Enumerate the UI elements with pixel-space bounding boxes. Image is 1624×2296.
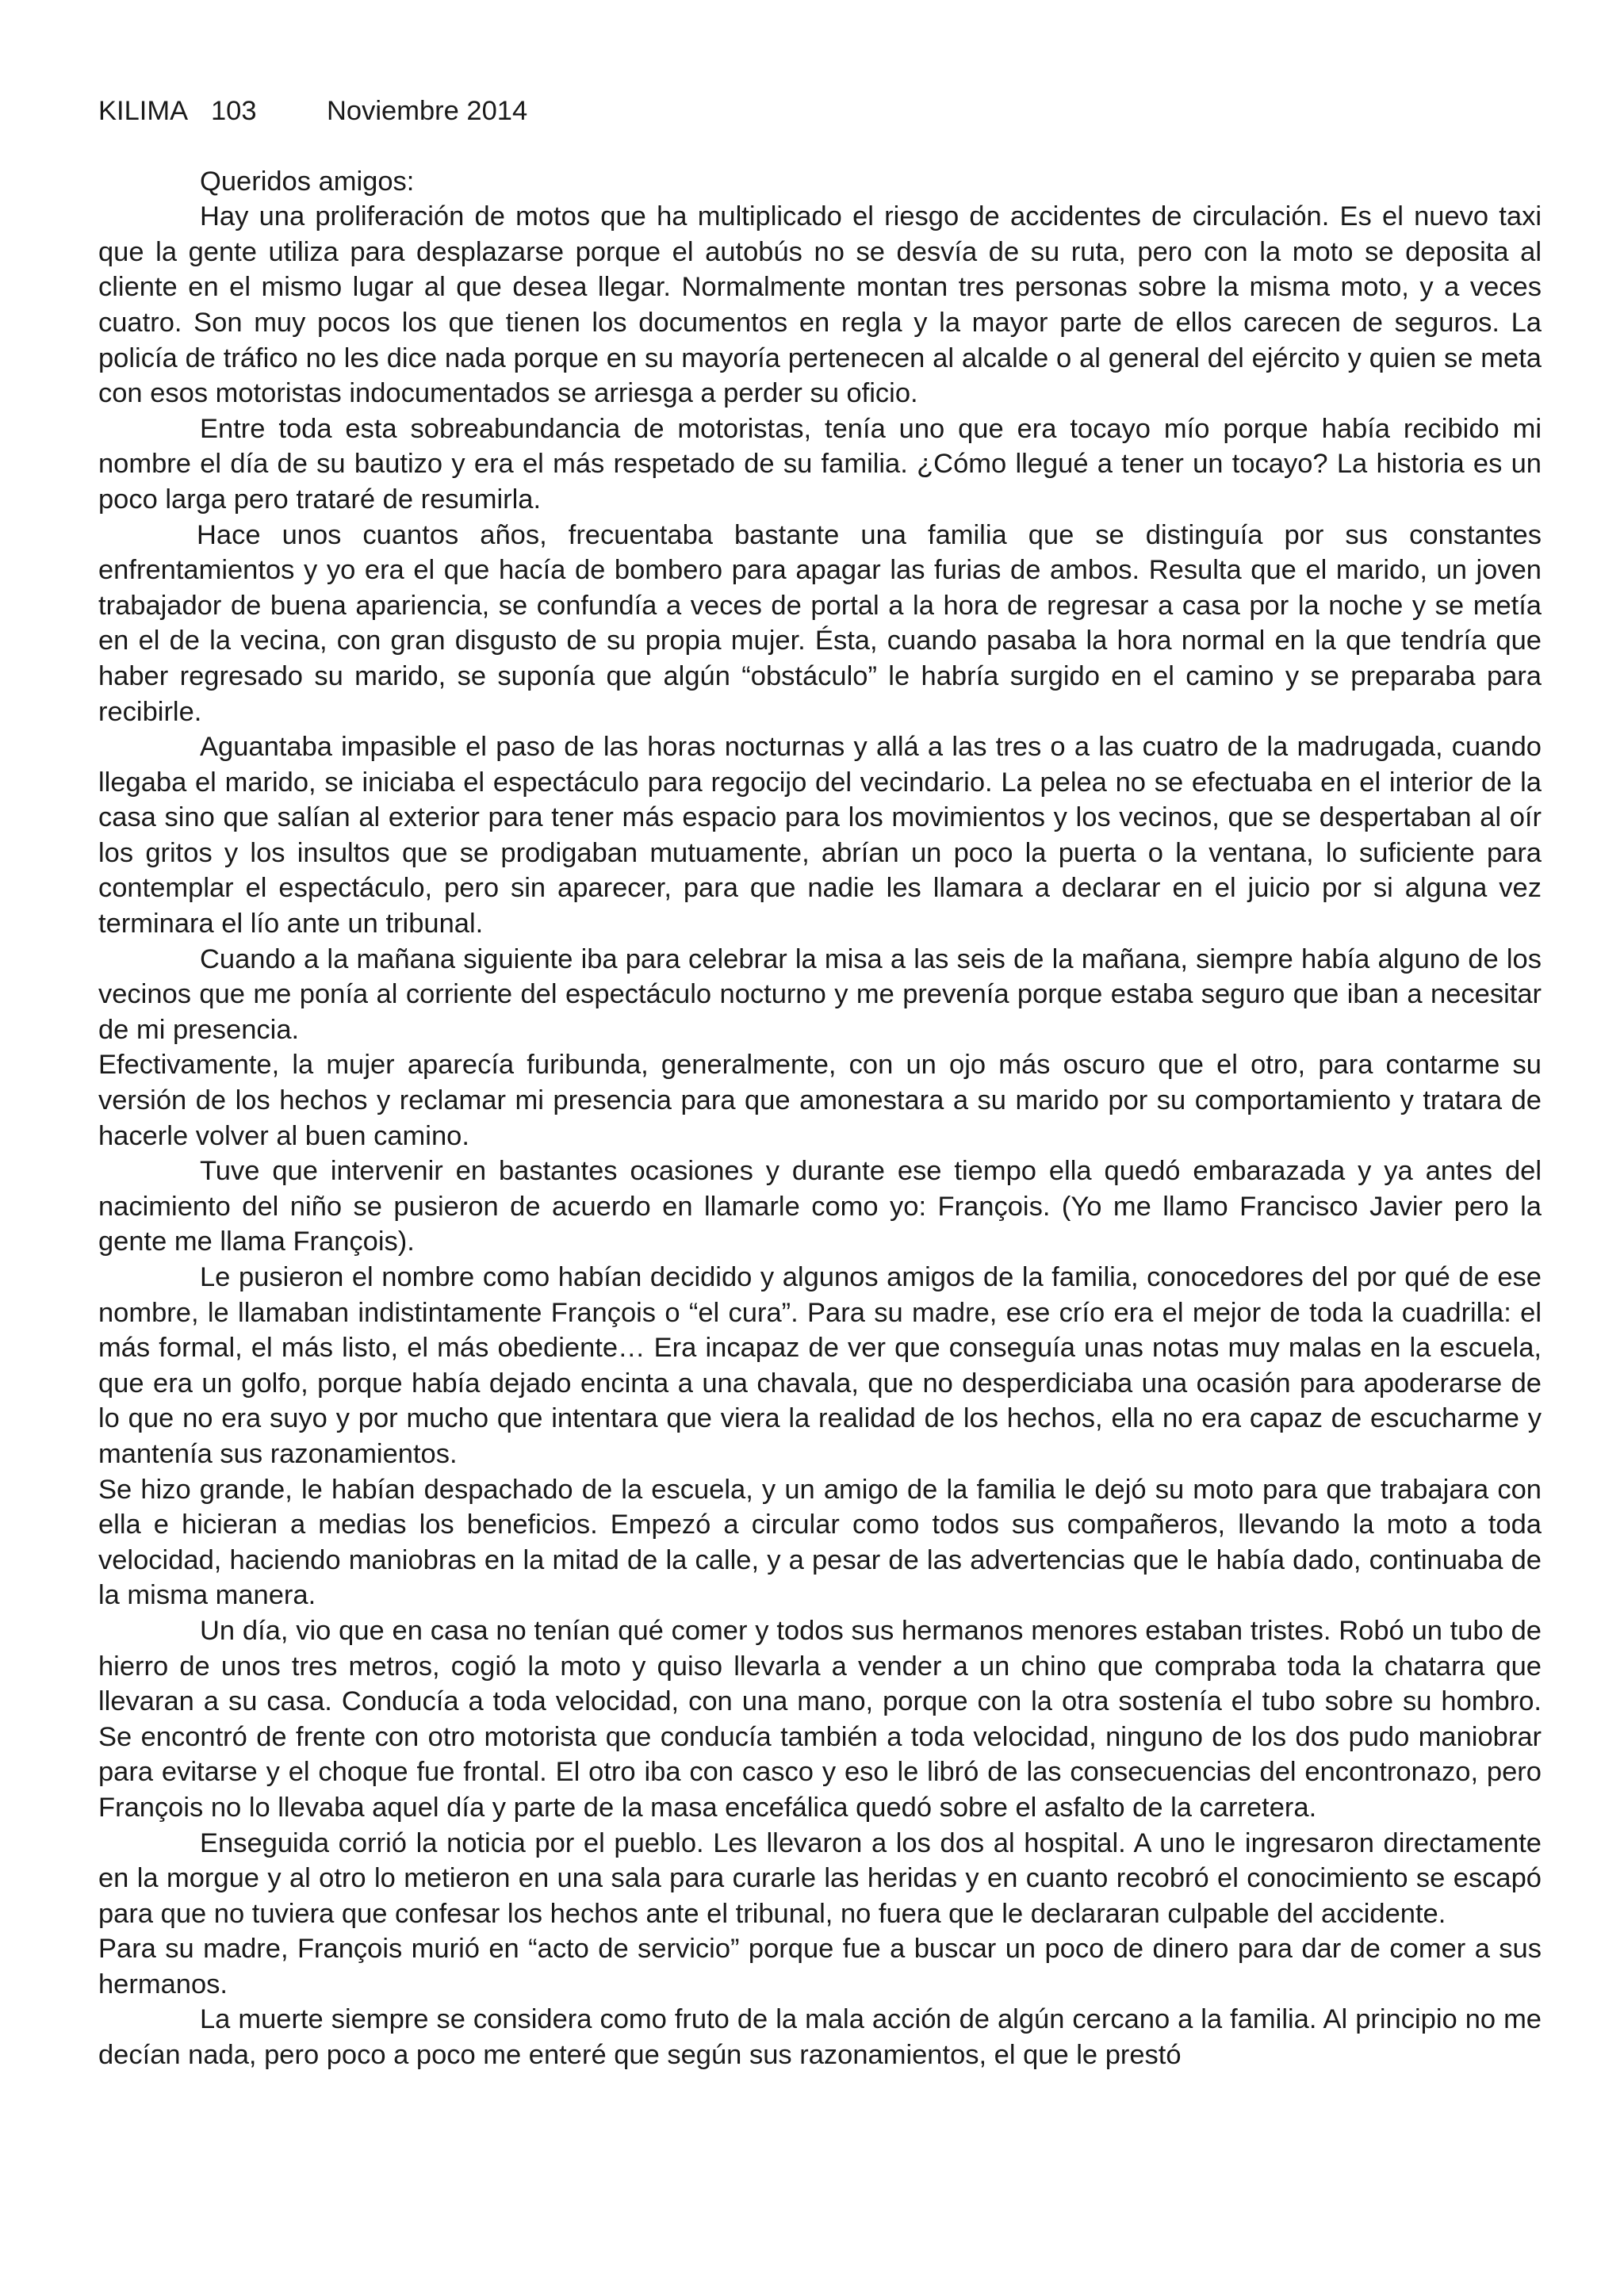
header-line [98,94,1542,129]
paragraph: Hay una proliferación de motos que ha multiplicado el riesgo de accidentes de circulación. Es el nuevo taxi que la gente utiliza para desplazarse porque el autobús no se desvía de su ruta, pero con la moto se deposita al cliente en el mismo lugar al que desea llegar. Normalmente montan tres personas sobre la misma moto, y a veces cuatro. Son muy pocos los que tienen los documentos en regla y la mayor parte de ellos carecen de seguros. La policía de tráfico no les dice nada porque en su mayoría pertenecen al alcalde o al general del ejército y quien se meta con esos motoristas indocumentados se arriesga a perder su oficio. [98,201,1542,409]
paragraph: Se hizo grande, le habían despachado de la escuela, y un amigo de la familia le dejó su moto para que trabajara con ella e hicieran a medias los beneficios. Empezó a circular como todos sus compañeros, llevando la moto a toda velocidad, haciendo maniobras en la mitad de la calle, y a pesar de las advertencias que le había dado, continuaba de la misma manera. [98,1474,1542,1611]
greeting: Queridos amigos: [200,166,415,197]
paragraph: Cuando a la mañana siguiente iba para celebrar la misa a las seis de la mañana, siempre había alguno de los vecinos que me ponía al corriente del espectáculo nocturno y me prevenía porque estaba seguro que iban a necesitar de mi presencia. [98,943,1542,1045]
letter-page [98,94,1542,2073]
issue-date: Noviembre 2014 [327,96,528,126]
paragraph: Un día, vio que en casa no tenían qué comer y todos sus hermanos menores estaban tristes. Robó un tubo de hierro de unos tres metros, cogió la moto y quiso llevarla a vender a un chino que compraba toda la chatarra que llevaran a su casa. Conducía a toda velocidad, con una mano, porque con la otra sostenía el tubo sobre su hombro. Se encontró de frente con otro motorista que conducía también a toda velocidad, ninguno de los dos pudo maniobrar para evitarse y el choque fue frontal. El otro iba con casco y eso le libró de las consecuencias del encontronazo, pero François no lo llevaba aquel día y parte de la masa encefálica quedó sobre el asfalto de la carretera. [98,1615,1542,1823]
paragraph: Efectivamente, la mujer aparecía furibunda, generalmente, con un ojo más oscuro que el otro, para contarme su versión de los hechos y reclamar mi presencia para que amonestara a su marido por su comportamiento y tratara de hacerle volver al buen camino. [98,1050,1542,1151]
paragraph: Enseguida corrió la noticia por el pueblo. Les llevaron a los dos al hospital. A uno le ingresaron directamente en la morgue y al otro lo metieron en una sala para curarle las heridas y en cuanto recobró el conocimiento se escapó para que no tuviera que confesar los hechos ante el tribunal, no fuera que le declararan culpable del accidente. [98,1827,1542,1929]
paragraph: Aguantaba impasible el paso de las horas nocturnas y allá a las tres o a las cuatro de la madrugada, cuando llegaba el marido, se iniciaba el espectáculo para regocijo del vecindario. La pelea no se efectuaba en el interior de la casa sino que salían al exterior para tener más espacio para los movimientos y los vecinos, que se despertaban al oír los gritos y los insultos que se prodigaban mutuamente, abrían un poco la puerta o la ventana, lo suficiente para contemplar el espectáculo, pero sin aparecer, para que nadie les llamara a declarar en el juicio por si alguna vez terminara el lío ante un tribunal. [98,732,1542,939]
paragraph: Tuve que intervenir en bastantes ocasiones y durante ese tiempo ella quedó embarazada y ya antes del nacimiento del niño se pusieron de acuerdo en llamarle como yo: François. (Yo me llamo Francisco Javier pero la gente me llama François). [98,1156,1542,1257]
letter-body [98,199,1542,2072]
paragraph: Hace unos cuantos años, frecuentaba bastante una familia que se distinguía por sus constantes enfrentamientos y yo era el que hacía de bombero para apagar las furias de ambos. Resulta que el marido, un joven trabajador de buena apariencia, se confundía a veces de portal a la hora de regresar a casa por la noche y se metía en el de la vecina, con gran disgusto de su propia mujer. Ésta, cuando pasaba la hora normal en la que tendría que haber regresado su marido, se suponía que algún “obstáculo” le habría surgido en el camino y se preparaba para recibirle. [98,519,1542,727]
paragraph: Para su madre, François murió en “acto de servicio” porque fue a buscar un poco de dinero para dar de comer a sus hermanos. [98,1934,1542,1999]
paragraph: Le pusieron el nombre como habían decidido y algunos amigos de la familia, conocedores del por qué de ese nombre, le llamaban indistintamente François o “el cura”. Para su madre, ese crío era el mejor de toda la cuadrilla: el más formal, el más listo, el más obediente… Era incapaz de ver que conseguía unas notas muy malas en la escuela, que era un golfo, porque había dejado encinta a una chavala, que no desperdiciaba una ocasión para apoderarse de lo que no era suyo y por mucho que intentara que viera la realidad de los hechos, ella no era capaz de escucharme y mantenía sus razonamientos. [98,1262,1542,1469]
paragraph: La muerte siempre se considera como fruto de la mala acción de algún cercano a la familia. Al principio no me decían nada, pero poco a poco me enteré que según sus razonamientos, el que le prestó [98,2004,1542,2071]
issue-number: 103 [211,96,257,126]
paragraph: Entre toda esta sobreabundancia de motoristas, tenía uno que era tocayo mío porque había recibido mi nombre el día de su bautizo y era el más respetado de su familia. ¿Cómo llegué a tener un tocayo? La historia es un poco larga pero trataré de resumirla. [98,413,1542,515]
publication-name: KILIMA [98,96,189,126]
